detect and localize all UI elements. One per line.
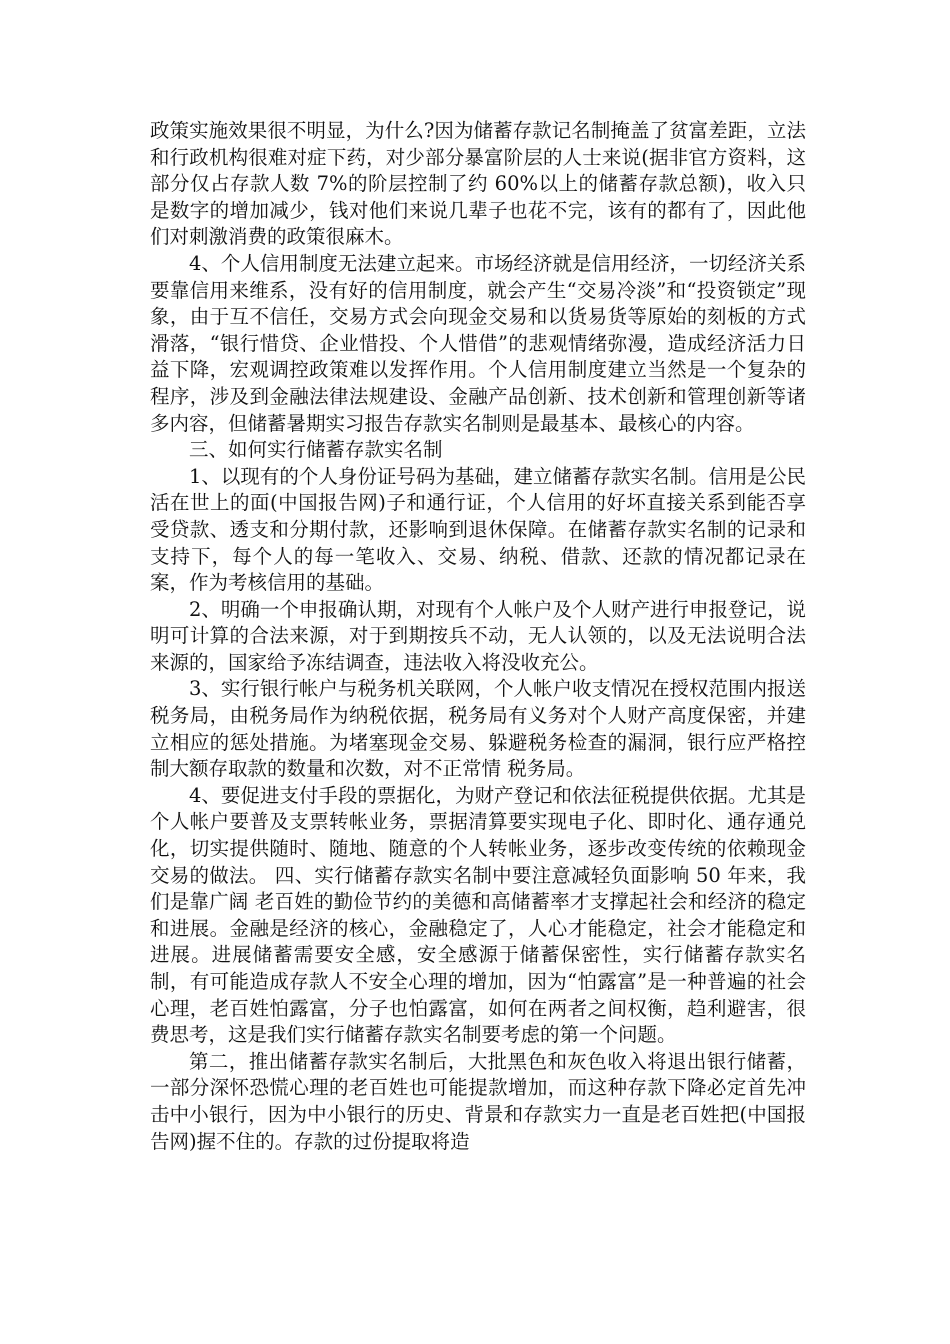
paragraph-second-point: 第二，推出储蓄存款实名制后，大批黑色和灰色收入将退出银行储蓄，一部分深怀恐慌心理的老百姓也可能提款增加，而这种存款下降必定首先冲击中小银行，因为中小银行的历史、背景和存款实力一直是老百姓把(中国报告网)握不住的。存款的过份提取将造 <box>150 1049 806 1153</box>
document-body <box>150 118 806 1155</box>
paragraph-item-3: 3、实行银行帐户与税务机关联网，个人帐户收支情况在授权范围内报送税务局，由税务局作为纳税依据，税务局有义务对个人财产高度保密，并建立相应的惩处措施。为堵塞现金交易、躲避税务检查的漏洞，银行应严格控制大额存取款的数量和次数，对不正常情 税务局。 <box>150 677 806 781</box>
paragraph-credit-system: 4、个人信用制度无法建立起来。市场经济就是信用经济，一切经济关系要靠信用来维系，没有好的信用制度，就会产生“交易冷淡”和“投资锁定”现象，由于互不信任，交易方式会向现金交易和以货易货等原始的刻板的方式滑落，“银行惜贷、企业惜投、个人惜借”的悲观情绪弥漫，造成经济活力日益下降，宏观调控政策难以发挥作用。个人信用制度建立当然是一个复杂的程序，涉及到金融法律法规建设、金融产品创新、技术创新和管理创新等诸多内容，但储蓄暑期实习报告存款实名制则是最基本、最核心的内容。 <box>150 251 806 435</box>
paragraph-item-1: 1、以现有的个人身份证号码为基础，建立储蓄存款实名制。信用是公民活在世上的面(中国报告网)子和通行证，个人信用的好坏直接关系到能否享受贷款、透支和分期付款，还影响到退休保障。在储蓄存款实名制的记录和支持下，每个人的每一笔收入、交易、纳税、借款、还款的情况都记录在案，作为考核信用的基础。 <box>150 464 806 595</box>
section-heading-implementation: 三、如何实行储蓄存款实名制 <box>189 438 443 462</box>
paragraph-item-4: 4、要促进支付手段的票据化，为财产登记和依法征税提供依据。尤其是个人帐户要普及支票转帐业务，票据清算要实现电子化、即时化、通存通兑化，切实提供随时、随地、随意的个人转帐业务，逐步改变传统的依赖现金交易的做法。 四、实行储蓄存款实名制中要注意减轻负面影响 50 年来，我们是靠广阔 老百姓的勤俭节约的美德和高储蓄率才支撑起社会和经济的稳定和进展。金融是经济的核心，金融稳定了，人心才能稳定，社会才能稳定和进展。进展储蓄需要安全感，安全感源于储蓄保密性，实行储蓄存款实名制，有可能造成存款人不安全心理的增加，因为“怕露富”是一种普遍的社会心理，老百姓怕露富，分子也怕露富，如何在两者之间权衡，趋利避害，很费思考，这是我们实行储蓄存款实名制要考虑的第一个问题。 <box>150 783 806 1047</box>
paragraph-item-2: 2、明确一个申报确认期，对现有个人帐户及个人财产进行申报登记，说明可计算的合法来源，对于到期按兵不动，无人认领的，以及无法说明合法来源的，国家给予冻结调查，违法收入将没收充公。 <box>150 597 806 674</box>
paragraph-policy-effect: 政策实施效果很不明显，为什么?因为储蓄存款记名制掩盖了贫富差距，立法和行政机构很难对症下药，对少部分暴富阶层的人士来说(据非官方资料，这部分仅占存款人数 7%的阶层控制了约 60%以上的储蓄存款总额)，收入只是数字的增加减少，钱对他们来说几辈子也花不完，该有的都有了，因此他们对刺激消费的政策很麻木。 <box>150 119 806 249</box>
